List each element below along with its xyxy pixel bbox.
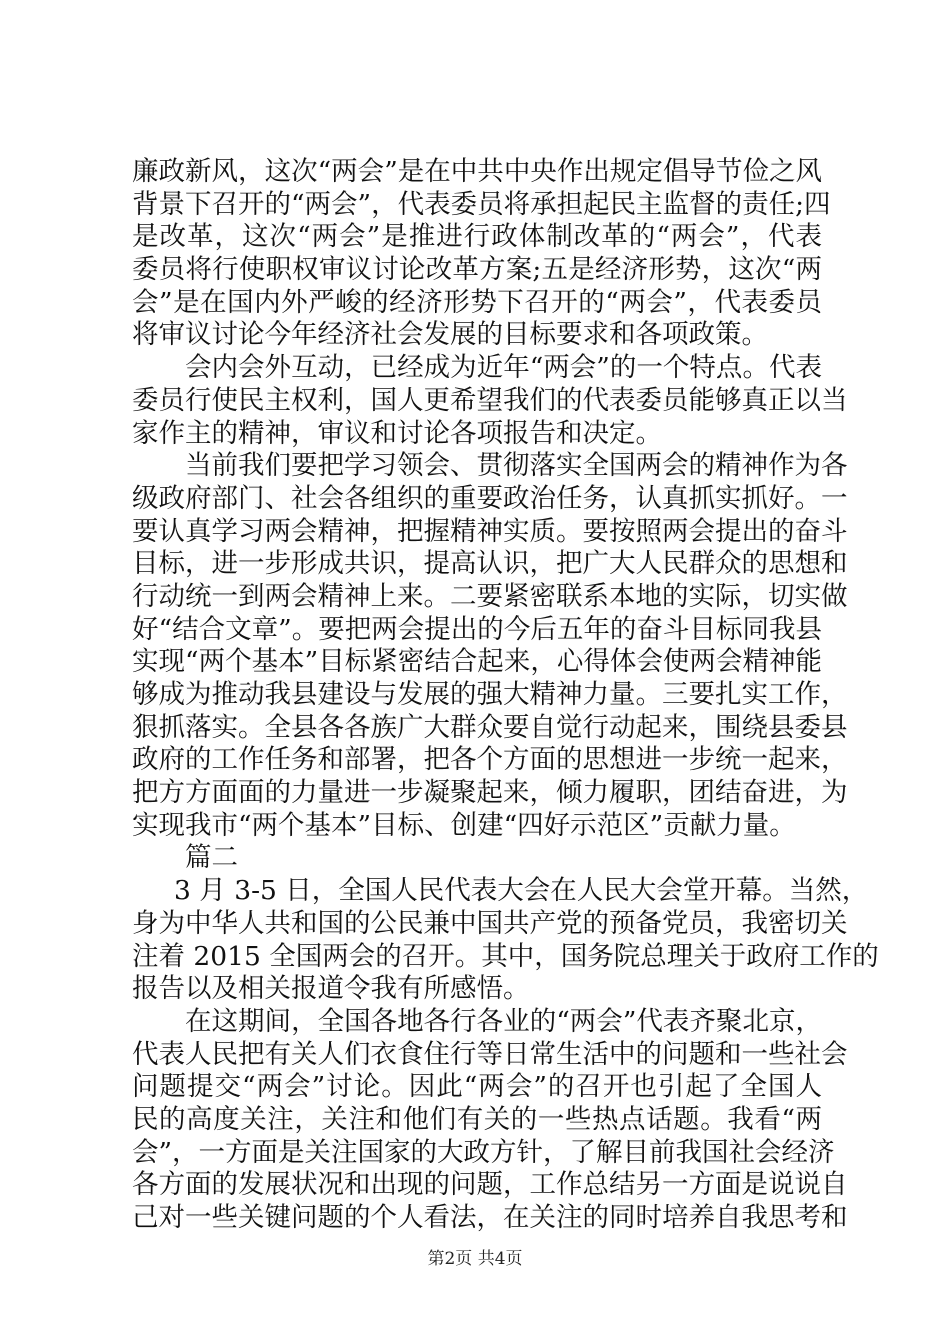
text-line: 狠抓落实。全县各各族广大群众要自觉行动起来，围绕县委县 bbox=[132, 711, 848, 743]
paragraph-first-line: 3 月 3-5 日，全国人民代表大会在人民大会堂开幕。当然， bbox=[174, 875, 869, 907]
text-line: 注着 2015 全国两会的召开。其中，国务院总理关于政府工作的 bbox=[132, 940, 879, 972]
text-line: 把方方面面的力量进一步凝聚起来，倾力履职，团结奋进，为 bbox=[132, 777, 848, 809]
text-line: 身为中华人共和国的公民兼中国共产党的预备党员，我密切关 bbox=[132, 907, 848, 939]
text-line: 要认真学习两会精神，把握精神实质。要按照两会提出的奋斗 bbox=[132, 515, 848, 547]
page-footer: 第2页 共4页 bbox=[427, 1249, 523, 1269]
text-line: 廉政新风，这次“两会”是在中共中央作出规定倡导节俭之风 bbox=[132, 156, 822, 187]
section-heading: 篇二 bbox=[185, 842, 238, 874]
document-body bbox=[132, 156, 879, 1235]
text-line: 政府的工作任务和部署，把各个方面的思想进一步统一起来， bbox=[132, 744, 848, 776]
text-line: 报告以及相关报道令我有所感悟。 bbox=[132, 973, 530, 1005]
text-line: 实现“两个基本”目标紧密结合起来，心得体会使两会精神能 bbox=[132, 646, 822, 678]
text-line: 目标，进一步形成共识，提高认识，把广大人民群众的思想和 bbox=[132, 548, 848, 580]
paragraph-first-line: 会内会外互动，已经成为近年“两会”的一个特点。代表 bbox=[185, 352, 822, 384]
text-line: 行动统一到两会精神上来。二要紧密联系本地的实际，切实做 bbox=[132, 580, 848, 612]
text-line: 代表人民把有关人们衣食住行等日常生活中的问题和一些社会 bbox=[132, 1038, 848, 1070]
paragraph-first-line: 当前我们要把学习领会、贯彻落实全国两会的精神作为各 bbox=[185, 450, 848, 482]
text-line: 民的高度关注，关注和他们有关的一些热点话题。我看“两 bbox=[132, 1103, 822, 1135]
text-line: 够成为推动我县建设与发展的强大精神力量。三要扎实工作， bbox=[132, 679, 848, 710]
text-line: 级政府部门、社会各组织的重要政治任务，认真抓实抓好。一 bbox=[132, 482, 848, 514]
text-line: 己对一些关键问题的个人看法，在关注的同时培养自我思考和 bbox=[132, 1202, 848, 1233]
text-line: 问题提交“两会”讨论。因此“两会”的召开也引起了全国人 bbox=[132, 1071, 822, 1103]
text-line: 各方面的发展状况和出现的问题，工作总结另一方面是说说自 bbox=[132, 1169, 848, 1201]
text-line: 实现我市“两个基本”目标、创建“四好示范区”贡献力量。 bbox=[132, 809, 796, 841]
paragraph-first-line: 在这期间，全国各地各行各业的“两会”代表齐聚北京， bbox=[185, 1005, 822, 1037]
text-line: 好“结合文章”。要把两会提出的今后五年的奋斗目标同我县 bbox=[132, 613, 822, 645]
text-line: 将审议讨论今年经济社会发展的目标要求和各项政策。 bbox=[132, 319, 768, 351]
text-line: 会”是在国内外严峻的经济形势下召开的“两会”，代表委员 bbox=[132, 286, 822, 318]
text-line: 家作主的精神，审议和讨论各项报告和决定。 bbox=[132, 417, 662, 449]
text-line: 委员将行使职权审议讨论改革方案;五是经济形势，这次“两 bbox=[132, 254, 822, 286]
text-line: 背景下召开的“两会”，代表委员将承担起民主监督的责任;四 bbox=[132, 188, 831, 220]
text-line: 是改革，这次“两会”是推进行政体制改革的“两会”，代表 bbox=[132, 221, 822, 253]
text-line: 会”，一方面是关注国家的大政方针，了解目前我国社会经济 bbox=[132, 1136, 835, 1168]
text-line: 委员行使民主权利，国人更希望我们的代表委员能够真正以当 bbox=[132, 384, 848, 416]
